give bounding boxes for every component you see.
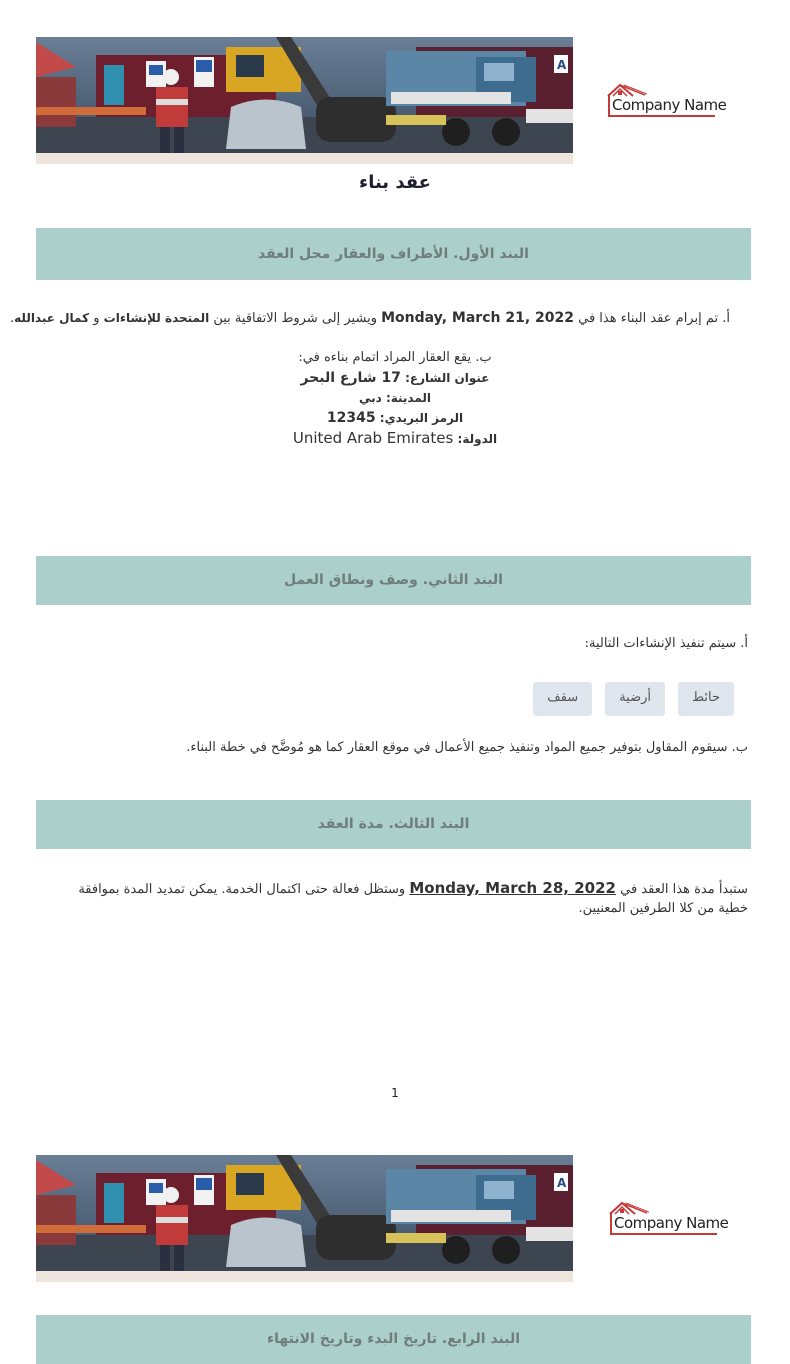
property-address bbox=[0, 348, 790, 449]
page-number: 1 bbox=[391, 1086, 399, 1100]
section-4-heading: البند الرابع. تاريخ البدء وتاريخ الانتهاء bbox=[36, 1315, 751, 1364]
contract-date: Monday, March 21, 2022 bbox=[381, 310, 574, 326]
construction-items bbox=[533, 682, 734, 716]
start-date: Monday, March 28, 2022 bbox=[409, 879, 616, 897]
section-2-paragraph-a: أ. سيتم تنفيذ الإنشاءات التالية: bbox=[584, 636, 748, 651]
chip-roof: سقف bbox=[533, 682, 592, 716]
house-roof-icon bbox=[607, 83, 647, 97]
page-2-header bbox=[36, 1155, 751, 1282]
svg-text:A: A bbox=[557, 1176, 567, 1190]
city-line: المدينة: دبي bbox=[358, 391, 432, 405]
document-title: عقد بناء bbox=[359, 172, 431, 193]
page-header bbox=[36, 37, 751, 164]
section-2-paragraph-b: ب. سيقوم المقاول بتوفير جميع المواد وتنفيذ جميع الأعمال في موقع العقار كما هو مُوضَّح في خطة البناء. bbox=[186, 740, 748, 755]
address-intro: ب. يقع العقار المراد اتمام بناءه في: bbox=[298, 350, 492, 365]
company-name: Company Name bbox=[612, 96, 727, 114]
company-logo bbox=[607, 83, 727, 119]
company-logo-2 bbox=[609, 1201, 729, 1237]
construction-banner-image-2 bbox=[36, 1155, 573, 1282]
section-3-paragraph: ستبدأ مدة هذا العقد في Monday, March 28, 2022 وستظل فعالة حتى اكتمال الخدمة. يمكن تمديد المدة بموافقة خطية من كلا الطرفين المعنيين. bbox=[78, 879, 748, 916]
country-line: الدولة: United Arab Emirates bbox=[292, 429, 498, 447]
house-roof-icon bbox=[609, 1201, 649, 1215]
svg-text:A: A bbox=[557, 58, 567, 72]
section-1-paragraph-a: أ. تم إبرام عقد البناء هذا في Monday, March 21, 2022 ويشير إلى شروط الاتفاقية بين المتحدة للإنشاءات و كمال عبدالله. bbox=[10, 310, 730, 326]
party-owner: كمال عبدالله bbox=[14, 311, 90, 325]
company-name-2: Company Name bbox=[614, 1214, 729, 1232]
section-1-heading: البند الأول. الأطراف والعقار محل العقد bbox=[36, 228, 751, 280]
section-2-heading: البند الثاني. وصف ونطاق العمل bbox=[36, 556, 751, 605]
section-3-heading: البند الثالث. مدة العقد bbox=[36, 800, 751, 849]
construction-banner-image bbox=[36, 37, 573, 164]
street-line: عنوان الشارع: 17 شارع البحر bbox=[300, 370, 490, 386]
chip-floor: أرضية bbox=[605, 682, 665, 716]
party-contractor: المتحدة للإنشاءات bbox=[103, 311, 210, 325]
chip-wall: حائط bbox=[678, 682, 734, 716]
zip-line: الرمز البريدي: 12345 bbox=[326, 410, 464, 426]
